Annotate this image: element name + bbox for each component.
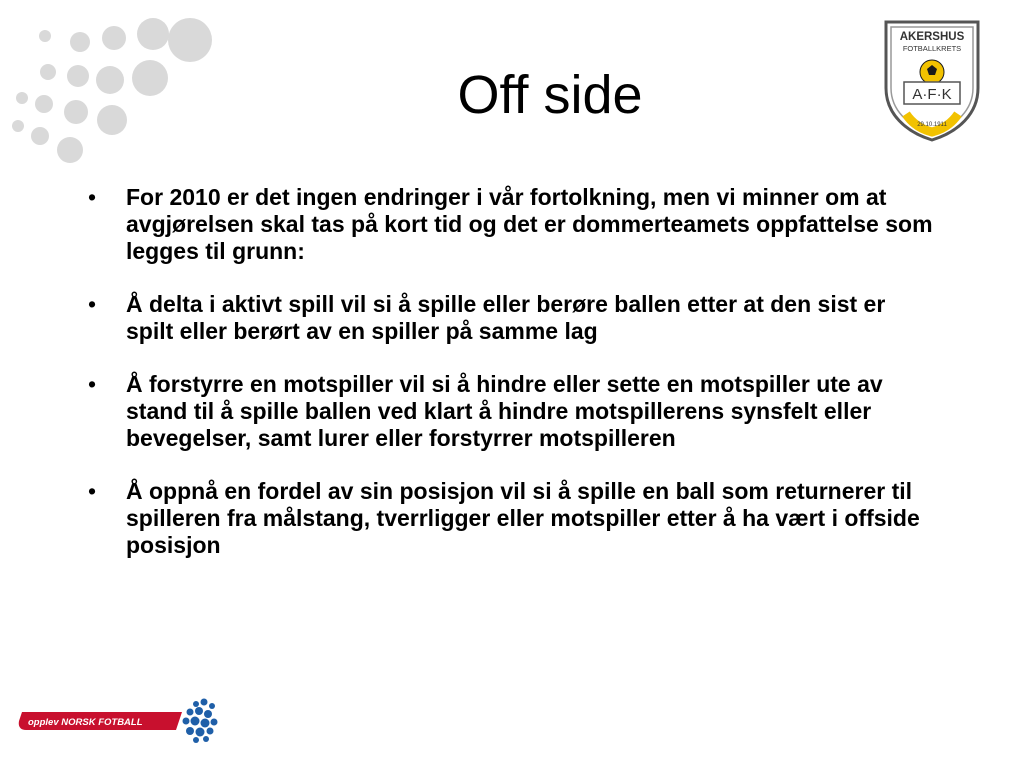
bullet-marker: • <box>88 478 97 504</box>
bullet-item <box>84 371 934 452</box>
logo-dot <box>183 718 190 725</box>
decorative-dot <box>35 95 53 113</box>
logo-dot <box>201 719 210 728</box>
bullet-text: For 2010 er det ingen endringer i vår fortolkning, men vi minner om at avgjørelsen skal tas på kort tid og det er dommerteamets oppfattelse som legges til grunn: <box>126 184 933 264</box>
logo-dot <box>207 728 214 735</box>
bullet-item <box>84 184 934 265</box>
bullet-list <box>84 184 934 585</box>
bullet-marker: • <box>88 184 97 210</box>
decorative-dot <box>12 120 24 132</box>
decorative-dot <box>70 32 90 52</box>
bullet-marker: • <box>88 291 97 317</box>
bullet-text: Å delta i aktivt spill vil si å spille eller berøre ballen etter at den sist er spilt eller berørt av en spiller på samme lag <box>126 291 886 344</box>
logo-dot <box>203 736 209 742</box>
logo-dot <box>193 701 199 707</box>
logo-dot <box>187 709 194 716</box>
slide-title: Off side <box>457 65 643 125</box>
bullet-text: Å oppnå en fordel av sin posisjon vil si å spille en ball som returnerer til spilleren fra målstang, tverrligger eller motspiller etter å ha vært i offside posisjon <box>126 478 920 558</box>
decorative-dot <box>132 60 168 96</box>
logo-dot <box>196 728 205 737</box>
decorative-dot <box>102 26 126 50</box>
decorative-dot <box>39 30 51 42</box>
decorative-dot <box>97 105 127 135</box>
crest-line1: AKERSHUS <box>899 31 965 43</box>
decorative-dot <box>67 65 89 87</box>
bullet-marker: • <box>88 371 97 397</box>
logo-dot <box>201 699 208 706</box>
logo-dot <box>204 710 212 718</box>
decorative-dot <box>31 127 49 145</box>
bullet-item <box>84 291 934 345</box>
akershus-fotballkrets-crest-logo <box>880 18 984 144</box>
opplev-norsk-fotball-logo <box>18 694 218 746</box>
logo-dot <box>191 717 200 726</box>
logo-dot <box>195 707 203 715</box>
decorative-dot <box>168 18 212 62</box>
decorative-dot <box>57 137 83 163</box>
logo-dot <box>211 719 218 726</box>
logo-dot <box>209 703 215 709</box>
decorative-dot <box>64 100 88 124</box>
decorative-dots <box>0 0 220 180</box>
crest-date: 29.10.1911 <box>917 122 947 128</box>
crest-line2: FOTBALLKRETS <box>902 44 962 53</box>
bullet-item <box>84 478 934 559</box>
logo-dot <box>193 737 199 743</box>
logo-dot <box>186 727 194 735</box>
bullet-text: Å forstyrre en motspiller vil si å hindre eller sette en motspiller ute av stand til å spille ballen ved klart å hindre motspillerens synsfelt eller bevegelser, samt lurer eller forstyrrer motspilleren <box>126 371 883 451</box>
decorative-dot <box>16 92 28 104</box>
crest-letters: A·F·K <box>912 86 952 103</box>
footer-logo-text: opplev NORSK FOTBALL <box>28 717 143 728</box>
decorative-dot <box>96 66 124 94</box>
decorative-dot <box>137 18 169 50</box>
decorative-dot <box>40 64 56 80</box>
